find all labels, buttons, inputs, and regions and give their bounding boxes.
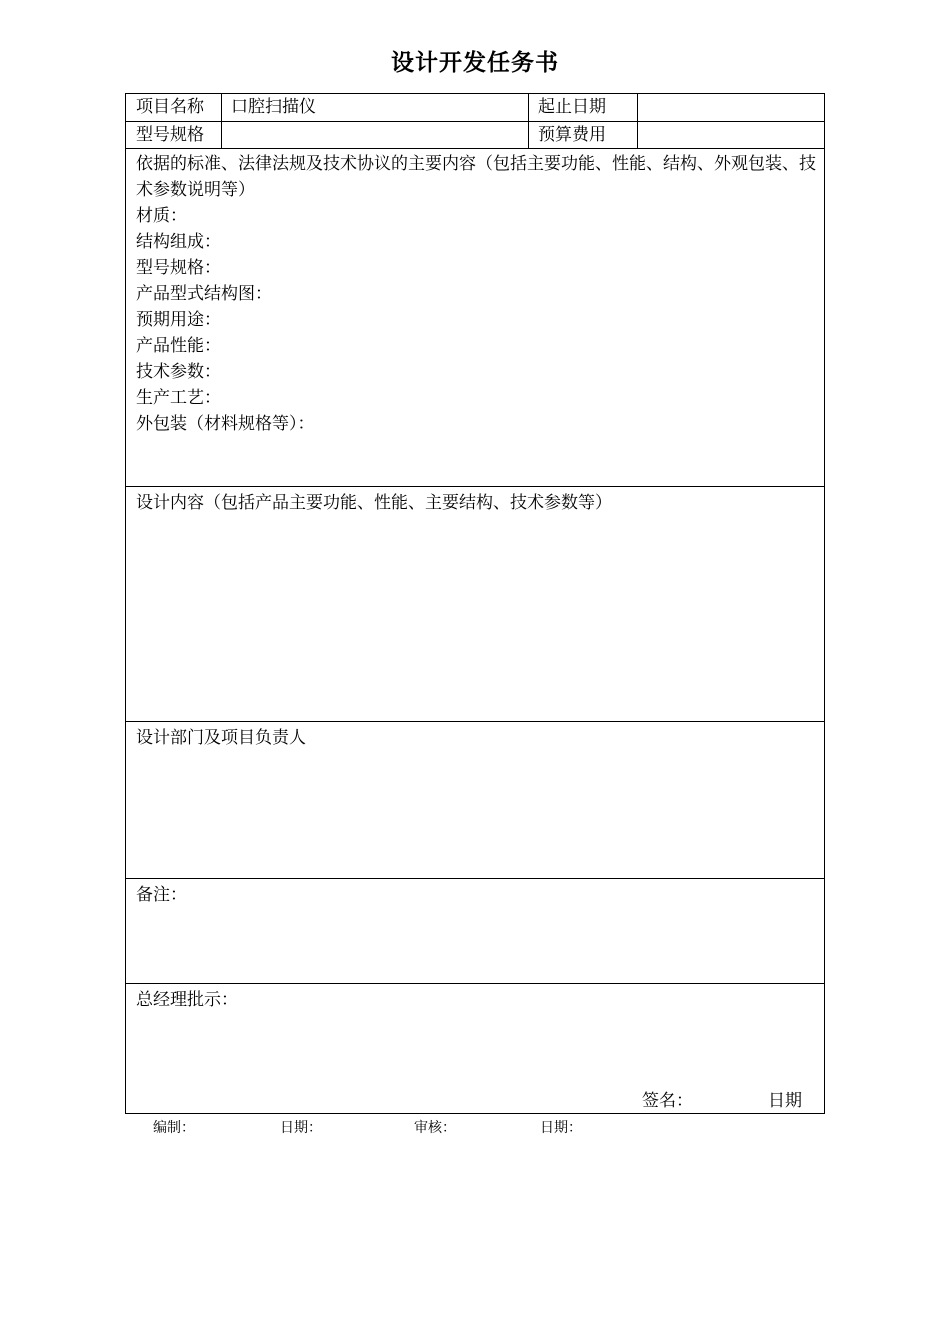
- project-name-label: 项目名称: [136, 97, 204, 117]
- footer-reviewed-label: 审核：: [414, 1120, 456, 1136]
- standards-item-performance: 产品性能：: [136, 336, 221, 356]
- standards-item-parameters: 技术参数：: [136, 362, 221, 382]
- remarks-section[interactable]: [126, 879, 824, 983]
- project-name-value[interactable]: 口腔扫描仪: [231, 97, 316, 117]
- standards-item-intended-use: 预期用途：: [136, 310, 221, 330]
- gm-approval-section[interactable]: [126, 984, 824, 1113]
- budget-label: 预算费用: [538, 125, 606, 145]
- standards-item-material: 材质：: [136, 206, 187, 226]
- grid-divider: [126, 121, 824, 122]
- footer-reviewed-date-label: 日期：: [540, 1120, 582, 1136]
- footer-prepared-date-label: 日期：: [280, 1120, 322, 1136]
- standards-item-process: 生产工艺：: [136, 388, 221, 408]
- budget-value[interactable]: [638, 122, 824, 148]
- standards-item-drawing: 产品型式结构图：: [136, 284, 272, 304]
- standards-section[interactable]: [126, 149, 824, 486]
- model-label: 型号规格: [136, 125, 204, 145]
- design-content-heading: 设计内容（包括产品主要功能、性能、主要结构、技术参数等）: [136, 493, 612, 513]
- department-heading: 设计部门及项目负责人: [136, 728, 306, 748]
- standards-item-packaging: 外包装（材料规格等）：: [136, 414, 315, 434]
- approval-date-label: 日期: [768, 1091, 802, 1111]
- standards-heading: 依据的标准、法律法规及技术协议的主要内容（包括主要功能、性能、结构、外观包装、技术参数说明等）: [136, 154, 816, 200]
- department-section[interactable]: [126, 722, 824, 878]
- period-value[interactable]: [638, 94, 824, 121]
- document-title: 设计开发任务书: [391, 50, 559, 76]
- standards-item-model: 型号规格：: [136, 258, 221, 278]
- task-form: [125, 93, 825, 1114]
- signature-label: 签名：: [642, 1091, 693, 1111]
- footer-prepared-label: 编制：: [153, 1120, 195, 1136]
- standards-item-structure: 结构组成：: [136, 232, 221, 252]
- gm-approval-heading: 总经理批示：: [136, 990, 238, 1010]
- design-content-section[interactable]: [126, 487, 824, 721]
- remarks-heading: 备注：: [136, 885, 187, 905]
- period-label: 起止日期: [538, 97, 606, 117]
- model-value[interactable]: [222, 122, 528, 148]
